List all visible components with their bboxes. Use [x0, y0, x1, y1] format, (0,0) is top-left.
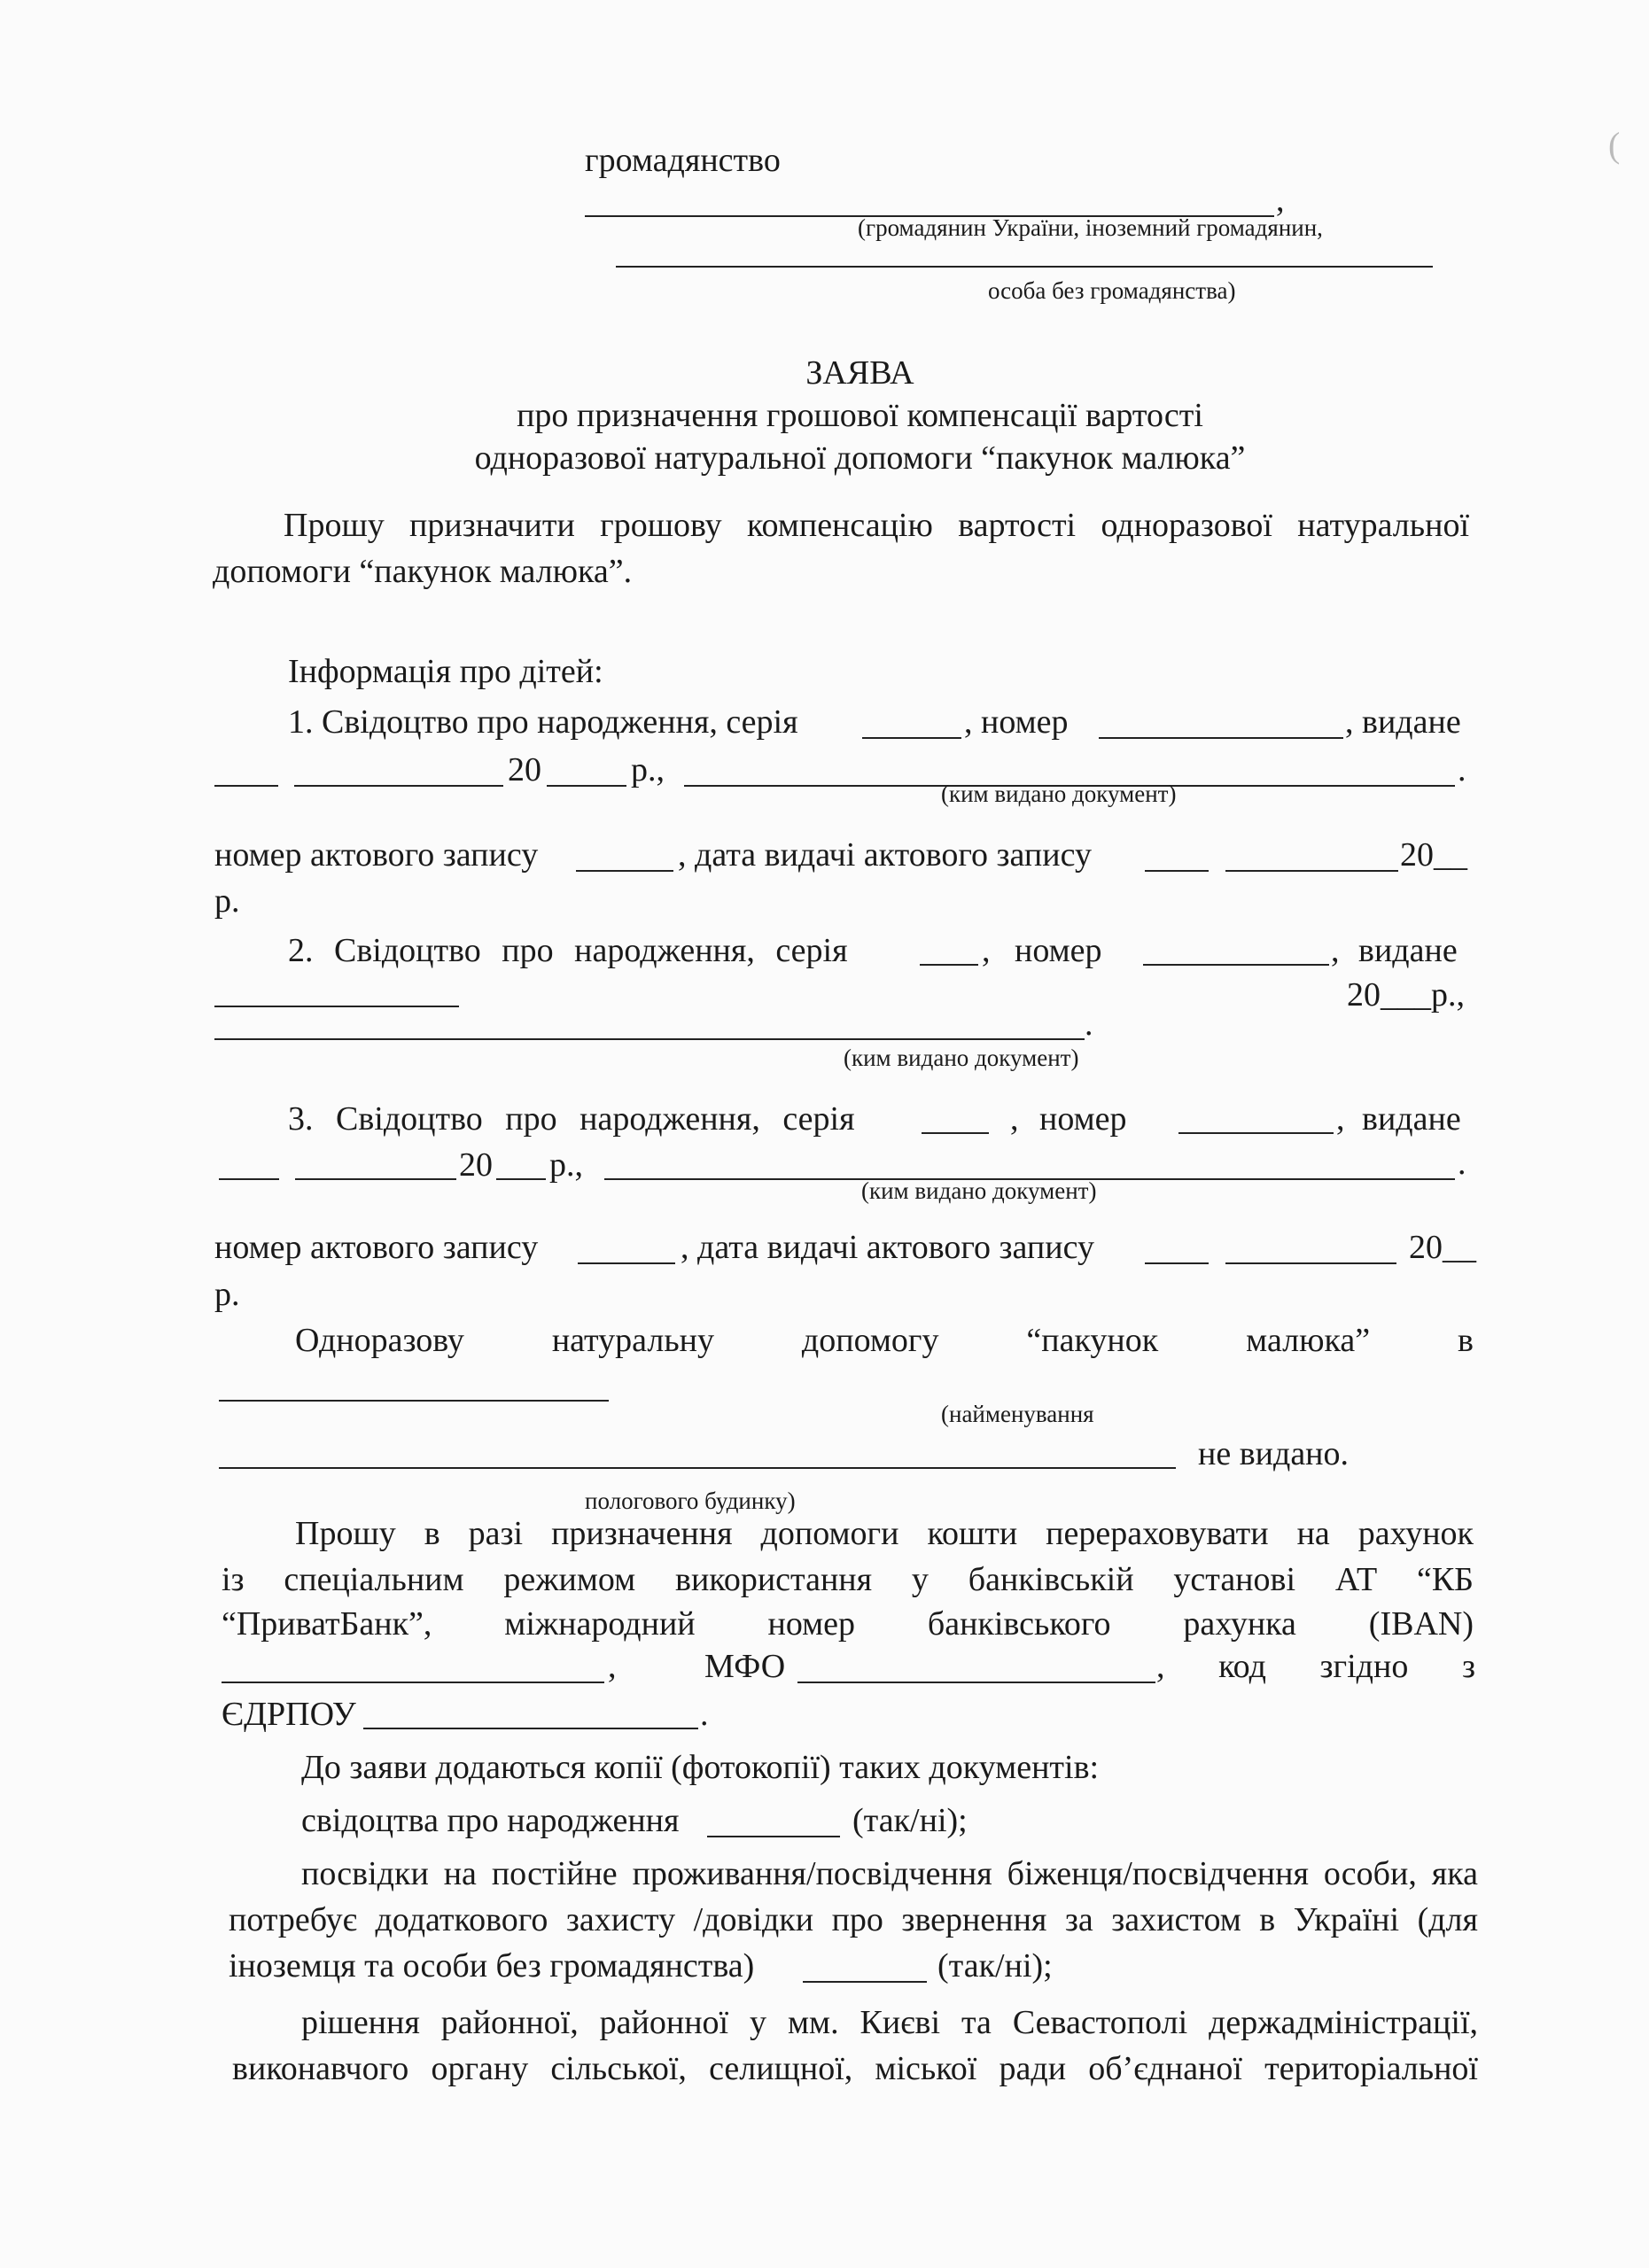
residence-yes-no: (так/ні);	[937, 1947, 1053, 1984]
request-line-1: Прошу призначити грошову компенсацію вартості одноразової натуральної	[284, 507, 1469, 544]
birth-cert-blank	[707, 1836, 840, 1837]
edrpou-dot: .	[700, 1696, 709, 1733]
cert3-day-blank	[219, 1178, 279, 1180]
cert1-number-label: , номер	[964, 703, 1069, 741]
attachments-heading: До заяви додаються копії (фотокопії) таких документів:	[301, 1749, 1100, 1786]
cert3-act-day-blank	[1145, 1262, 1209, 1264]
cert2-series-blank	[920, 964, 978, 966]
iban-blank	[222, 1682, 604, 1683]
package-blank-1	[219, 1400, 609, 1402]
package-hint-1: (найменування	[941, 1401, 1094, 1427]
cert2-dot: .	[1085, 1006, 1093, 1043]
cert3-act-month-blank	[1225, 1262, 1396, 1264]
cert1-act-r: р.	[214, 882, 240, 920]
cert1-issued-label: , видане	[1345, 703, 1461, 741]
cert1-act-month-blank	[1225, 870, 1398, 872]
hint-citizen: (громадянин України, іноземний громадянин,	[858, 214, 1323, 241]
cert1-year-suffix: р.,	[631, 751, 665, 788]
cert1-year-prefix: 20	[508, 751, 541, 788]
document-title: ЗАЯВА	[805, 354, 914, 392]
cert1-prefix: 1. Свідоцтво про народження, серія	[288, 703, 798, 741]
hint-stateless: особа без громадянства)	[988, 277, 1236, 304]
residence-line-1: посвідки на постійне проживання/посвідчення біженця/посвідчення особи, яка	[301, 1855, 1478, 1892]
residence-line-2: потребує додаткового захисту /довідки про звернення за захистом в Україні (для	[229, 1901, 1478, 1938]
cert3-issuer-hint: (ким видано документ)	[861, 1177, 1097, 1204]
package-hint-2: пологового будинку)	[585, 1487, 796, 1514]
decision-line-2: виконавчого органу сільської, селищної, міської ради об’єднаної територіальної	[232, 2050, 1478, 2087]
cert3-act-number-blank	[578, 1262, 675, 1264]
cert1-dot: .	[1458, 751, 1466, 788]
request-line-2: допомоги “пакунок малюка”.	[213, 553, 633, 590]
cert1-issuer-hint: (ким видано документ)	[941, 781, 1177, 807]
cert1-act-year: 20__	[1400, 836, 1467, 874]
document-subtitle-2: одноразової натуральної допомоги “пакунок малюка”	[474, 439, 1246, 477]
cert3-act-year: 20__	[1409, 1229, 1476, 1266]
cert1-number-blank	[1099, 737, 1343, 739]
document-subtitle-1: про призначення грошової компенсації вартості	[517, 397, 1203, 434]
bank-line-2: із спеціальним режимом використання у банківській установі АТ “КБ	[222, 1561, 1474, 1598]
cert2-issuer-hint: (ким видано документ)	[844, 1045, 1079, 1071]
cert1-act-number-label: номер актового запису	[214, 836, 539, 874]
mfo-label: , МФО	[608, 1648, 786, 1685]
cert2-prefix: 2. Свідоцтво про народження, серія	[288, 932, 848, 969]
package-blank-2	[219, 1467, 1176, 1469]
mfo-blank	[797, 1682, 1155, 1683]
cert3-act-number-label: номер актового запису	[214, 1229, 539, 1266]
package-not-issued: не видано.	[1198, 1435, 1350, 1472]
citizenship-blank-2	[616, 266, 1433, 268]
cert1-year-blank	[547, 785, 626, 787]
cert3-prefix: 3. Свідоцтво про народження, серія	[288, 1100, 855, 1138]
citizenship-label: громадянство	[585, 142, 781, 179]
cert3-number-label: , номер	[1010, 1100, 1127, 1138]
cert1-act-date-label: , дата видачі актового запису	[678, 836, 1092, 874]
cert2-year-line: 20___р.,	[1347, 976, 1465, 1014]
cert3-issued-label: , видане	[1336, 1100, 1461, 1138]
decision-line-1: рішення районної, районної у мм. Києві та Севастополі держадміністрації,	[301, 2004, 1478, 2041]
birth-cert-yes-no: (так/ні);	[852, 1802, 968, 1839]
cert3-series-blank	[922, 1132, 989, 1134]
cert3-number-blank	[1178, 1132, 1334, 1134]
cert3-month-blank	[295, 1178, 456, 1180]
residence-line-3: іноземця та особи без громадянства)	[229, 1947, 755, 1984]
cert3-act-r: р.	[214, 1276, 240, 1313]
edrpou-label: ЄДРПОУ	[222, 1696, 356, 1733]
children-info-heading: Інформація про дітей:	[288, 653, 603, 690]
bank-line-3: “ПриватБанк”, міжнародний номер банківського рахунка (IBAN)	[222, 1605, 1474, 1643]
cert2-number-blank	[1143, 964, 1329, 966]
bank-line-1: Прошу в разі призначення допомоги кошти перераховувати на рахунок	[295, 1515, 1474, 1552]
cert2-date-blank	[214, 1006, 459, 1007]
cert2-issued-label: , видане	[1331, 932, 1458, 969]
cert3-year-suffix: р.,	[549, 1146, 583, 1184]
cert2-issuer-blank	[214, 1038, 1085, 1040]
cert1-series-blank	[862, 737, 961, 739]
cert1-day-blank	[214, 785, 278, 787]
cert3-year-prefix: 20	[459, 1146, 493, 1184]
cert1-act-day-blank	[1145, 870, 1209, 872]
scan-artifact: (	[1608, 125, 1621, 165]
cert1-month-blank	[294, 785, 503, 787]
cert1-act-number-blank	[576, 870, 673, 872]
citizenship-comma: ,	[1276, 182, 1285, 219]
birth-cert-label: свідоцтва про народження	[301, 1802, 680, 1839]
cert2-number-label: , номер	[982, 932, 1102, 969]
residence-blank	[803, 1981, 927, 1983]
cert3-act-date-label: , дата видачі актового запису	[681, 1229, 1094, 1266]
cert3-dot: .	[1458, 1145, 1466, 1182]
cert3-year-blank	[496, 1178, 546, 1180]
package-line-1: Одноразову натуральну допомогу “пакунок малюка” в	[295, 1322, 1474, 1359]
edrpou-blank	[363, 1728, 698, 1729]
code-label: , код згідно з	[1156, 1648, 1475, 1685]
